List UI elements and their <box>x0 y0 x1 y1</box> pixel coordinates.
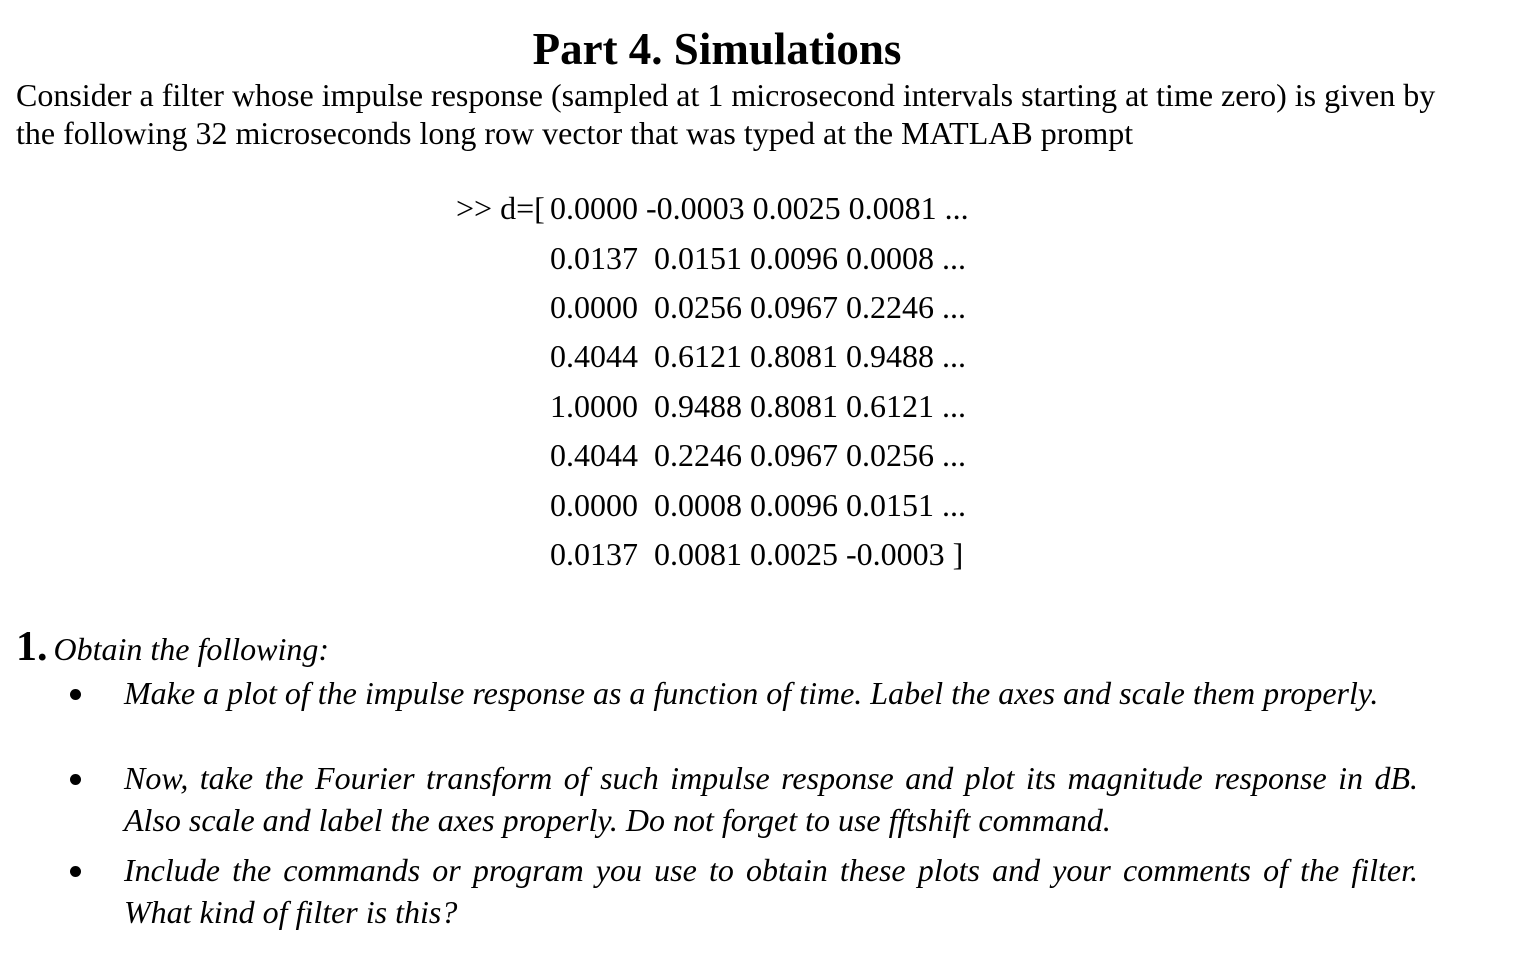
code-line: 0.0000 -0.0003 0.0025 0.0081 ... <box>550 190 969 226</box>
list-item: Now, take the Fourier transform of such impulse response and plot its magnitude response in dB. Also scale and label the axes properly. Do not forget to use fftshift command. <box>124 760 1418 838</box>
list-item: Include the commands or program you use to obtain these plots and your comments of the filter. What kind of filter is this? <box>124 852 1418 930</box>
list-item: Make a plot of the impulse response as a function of time. Label the axes and scale them properly. <box>124 675 1379 711</box>
bullet-icon <box>70 774 81 785</box>
code-line: 0.4044 0.6121 0.8081 0.9488 ... <box>550 338 966 374</box>
bullet-icon <box>70 689 81 700</box>
code-line: 0.0000 0.0008 0.0096 0.0151 ... <box>550 487 966 523</box>
section-title: Obtain the following: <box>53 631 330 667</box>
page-title: Part 4. Simulations <box>532 24 902 74</box>
code-line: 0.4044 0.2246 0.0967 0.0256 ... <box>550 437 966 473</box>
bullet-icon <box>70 866 81 877</box>
matlab-code-block <box>0 188 1534 588</box>
code-line: 0.0137 0.0151 0.0096 0.0008 ... <box>550 240 966 276</box>
code-line: 0.0000 0.0256 0.0967 0.2246 ... <box>550 289 966 325</box>
section-number: 1. <box>16 624 48 670</box>
code-line: 0.0137 0.0081 0.0025 -0.0003 ] <box>550 536 964 572</box>
matlab-prompt: >> d=[ <box>456 190 545 226</box>
code-line: 1.0000 0.9488 0.8081 0.6121 ... <box>550 388 966 424</box>
section-heading <box>16 620 329 676</box>
intro-paragraph: Consider a filter whose impulse response (sampled at 1 microsecond intervals starting at time zero) is given by the following 32 microseconds long row vector that was typed at the MATLAB prompt <box>16 77 1436 151</box>
